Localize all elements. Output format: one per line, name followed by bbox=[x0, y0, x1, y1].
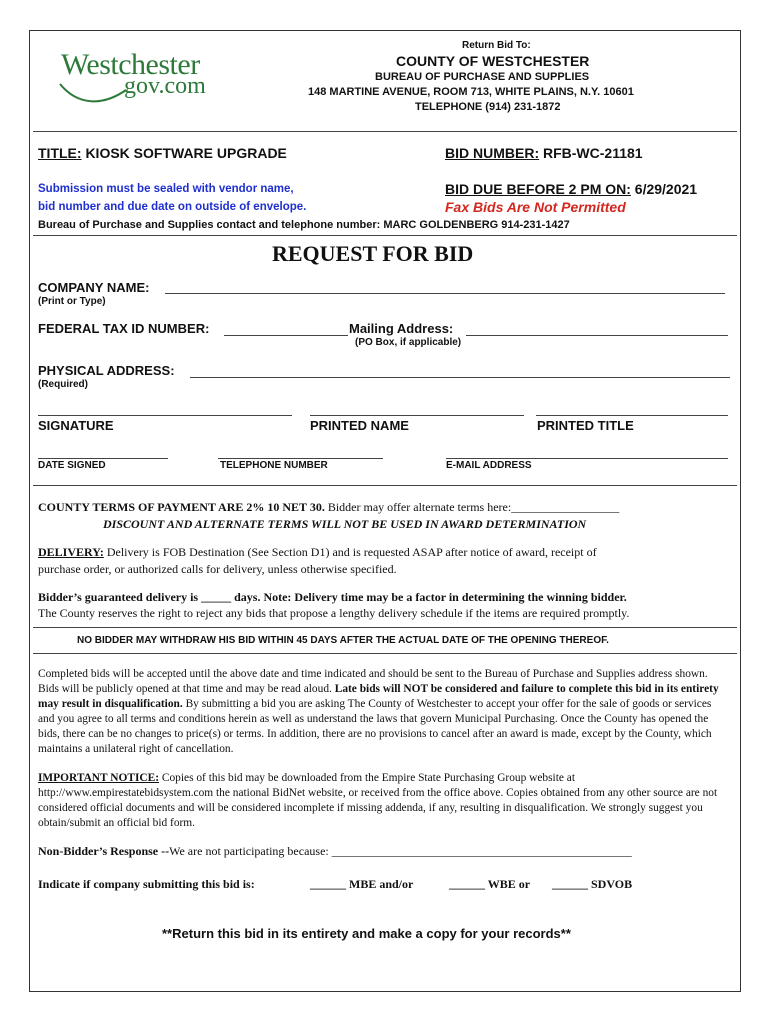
telephone-field[interactable] bbox=[218, 458, 383, 459]
bid-due bbox=[445, 181, 697, 197]
bid-number bbox=[445, 145, 643, 161]
return-bid-to: Return Bid To: bbox=[462, 40, 531, 51]
completed-text-2: By submitting a bid you are asking The County of Westchester to accept your offer for the sale of goods or services and you agree to all terms and conditions herein as well as understand the laws that govern Municipal Purchasing. Once the County has opened the bids, there can be no changes to price(s) or terms. In addition, there are no provisions to cancel after an award is made, except by the County, which maintains a unilateral right of cancellation. bbox=[38, 698, 712, 755]
payment-terms-bold: COUNTY TERMS OF PAYMENT ARE 2% 10 NET 30. bbox=[38, 500, 325, 514]
completed-text-1: Completed bids will be accepted until the above date and time indicated and should be sent to the Bureau of Purchase and Supplies address shown. Bids will be publicly opened at that time and may be read aloud. bbox=[38, 668, 708, 695]
submission-note-line1: Submission must be sealed with vendor name, bbox=[38, 183, 294, 195]
bid-due-value: 6/29/2021 bbox=[634, 181, 698, 197]
completed-text-bold: Late bids will NOT be considered and failure to complete this bid in its entirety may result in disqualification. bbox=[38, 683, 719, 710]
wbe-option[interactable]: ______ WBE or bbox=[449, 877, 531, 891]
title-label: TITLE: bbox=[38, 145, 82, 161]
email-label: E-MAIL ADDRESS bbox=[446, 460, 532, 471]
indicate-label: Indicate if company submitting this bid is: bbox=[38, 877, 255, 891]
company-name-label: COMPANY NAME: bbox=[38, 280, 150, 295]
non-bidder-response bbox=[38, 844, 632, 859]
fax-note: Fax Bids Are Not Permitted bbox=[445, 199, 626, 215]
mailing-address-label: Mailing Address: bbox=[349, 321, 454, 336]
printed-title-field[interactable] bbox=[536, 415, 728, 416]
mailing-address-field[interactable] bbox=[466, 335, 728, 336]
delivery-line2: purchase order, or authorized calls for delivery, unless otherwise specified. bbox=[38, 562, 397, 576]
important-notice-text: Copies of this bid may be downloaded from the Empire State Purchasing Group website at http://www.empirestatebidsystem.com the national BidNet website, or received from the office above. Copies obtained from any other source are not considered official documents and will be considered incomplete if missing addenda, if any, resulting in disqualification. We strongly suggest you obtain/submit an official bid form. bbox=[38, 772, 718, 829]
bureau-telephone: TELEPHONE (914) 231-1872 bbox=[415, 101, 561, 113]
company-name-hint: (Print or Type) bbox=[38, 296, 106, 307]
withdraw-divider-bottom bbox=[33, 653, 737, 654]
page-title: REQUEST FOR BID bbox=[272, 241, 474, 266]
printed-name-field[interactable] bbox=[310, 415, 524, 416]
withdraw-notice: NO BIDDER MAY WITHDRAW HIS BID WITHIN 45 DAYS AFTER THE ACTUAL DATE OF THE OPENING THEREOF. bbox=[77, 635, 609, 646]
form-divider bbox=[33, 485, 737, 486]
bureau-address: 148 MARTINE AVENUE, ROOM 713, WHITE PLAINS, N.Y. 10601 bbox=[308, 86, 634, 98]
bid-number-label: BID NUMBER: bbox=[445, 145, 540, 161]
company-name-field[interactable] bbox=[165, 293, 725, 294]
payment-terms bbox=[38, 500, 619, 515]
completed-bids-paragraph bbox=[38, 667, 726, 757]
non-bidder-label: Non-Bidder’s Response -- bbox=[38, 844, 170, 858]
guaranteed-delivery: Bidder’s guaranteed delivery is _____ days. Note: Delivery time may be a factor in determining the winning bidder. bbox=[38, 590, 627, 604]
date-signed-label: DATE SIGNED bbox=[38, 460, 106, 471]
logo-text-gov: gov.com bbox=[124, 73, 206, 99]
withdraw-divider-top bbox=[33, 627, 737, 628]
return-note: **Return this bid in its entirety and make a copy for your records** bbox=[162, 926, 571, 941]
contact-divider bbox=[33, 235, 737, 236]
title-value: KIOSK SOFTWARE UPGRADE bbox=[85, 145, 287, 161]
payment-terms-rest: Bidder may offer alternate terms here:__________________ bbox=[324, 500, 620, 514]
delivery-text-1: Delivery is FOB Destination (See Section D1) and is requested ASAP after notice of award, receipt of bbox=[103, 545, 597, 559]
logo-text-westchester: Westchester bbox=[61, 48, 200, 81]
physical-address-label: PHYSICAL ADDRESS: bbox=[38, 363, 175, 378]
reserve-right: The County reserves the right to reject any bids that propose a lengthy delivery schedule if the items are required promptly. bbox=[38, 606, 630, 620]
date-signed-field[interactable] bbox=[38, 458, 168, 459]
signature-label: SIGNATURE bbox=[38, 418, 114, 433]
physical-address-hint: (Required) bbox=[38, 379, 88, 390]
bid-number-value: RFB-WC-21181 bbox=[543, 145, 643, 161]
printed-name-label: PRINTED NAME bbox=[310, 418, 409, 433]
printed-title-label: PRINTED TITLE bbox=[537, 418, 634, 433]
bid-title bbox=[38, 145, 287, 161]
county-name: COUNTY OF WESTCHESTER bbox=[396, 53, 590, 69]
submission-note-line2: bid number and due date on outside of envelope. bbox=[38, 201, 307, 213]
discount-note: DISCOUNT AND ALTERNATE TERMS WILL NOT BE USED IN AWARD DETERMINATION bbox=[103, 517, 587, 531]
signature-field[interactable] bbox=[38, 415, 292, 416]
mbe-option[interactable]: ______ MBE and/or bbox=[310, 877, 414, 891]
tax-id-label: FEDERAL TAX ID NUMBER: bbox=[38, 321, 210, 336]
physical-address-field[interactable] bbox=[190, 377, 730, 378]
telephone-label: TELEPHONE NUMBER bbox=[220, 460, 328, 471]
sdvob-option[interactable]: ______ SDVOB bbox=[552, 877, 633, 891]
important-notice-label: IMPORTANT NOTICE: bbox=[38, 772, 160, 784]
delivery-label: DELIVERY: bbox=[38, 545, 104, 559]
bureau-name: BUREAU OF PURCHASE AND SUPPLIES bbox=[375, 71, 590, 83]
email-field[interactable] bbox=[446, 458, 728, 459]
mailing-address-hint: (PO Box, if applicable) bbox=[355, 337, 462, 348]
contact-line: Bureau of Purchase and Supplies contact and telephone number: MARC GOLDENBERG 914-231-1427 bbox=[38, 219, 570, 231]
tax-id-field[interactable] bbox=[224, 335, 348, 336]
important-notice-paragraph bbox=[38, 771, 726, 831]
non-bidder-text: We are not participating because: __________________________________________________ bbox=[169, 844, 632, 858]
bid-due-label: BID DUE BEFORE 2 PM ON: bbox=[445, 181, 631, 197]
header-divider bbox=[33, 131, 737, 132]
delivery-line1 bbox=[38, 545, 597, 560]
